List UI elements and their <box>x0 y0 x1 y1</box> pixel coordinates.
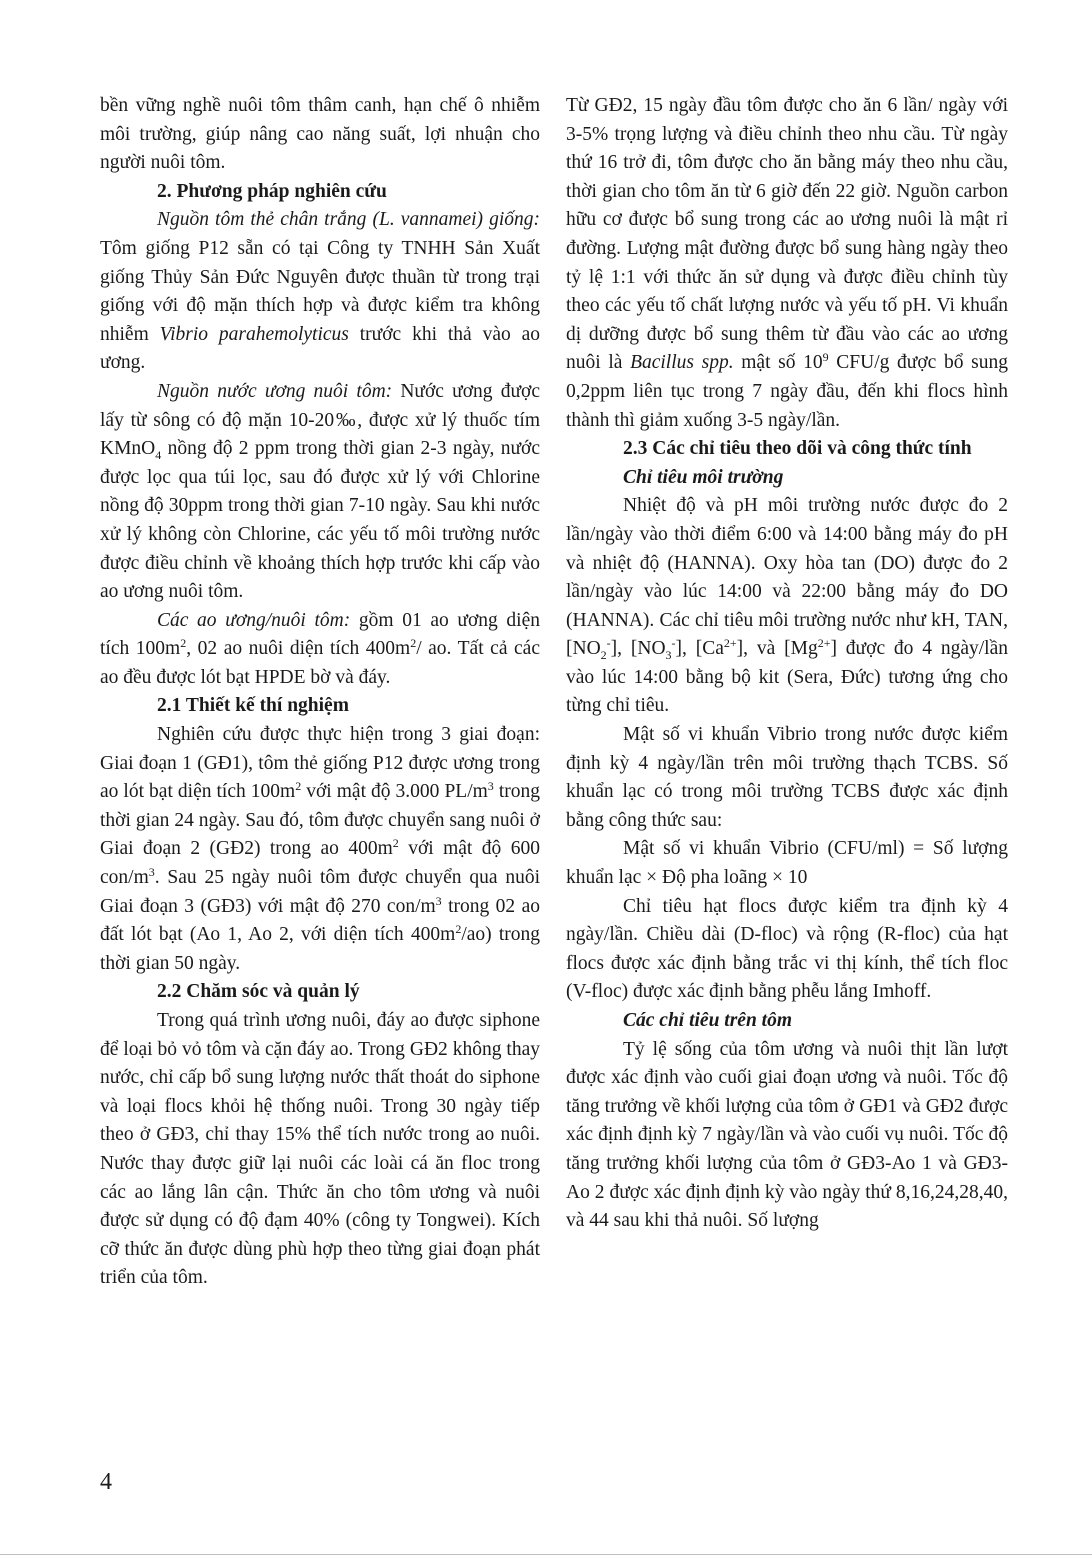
right-column <box>566 92 1008 1236</box>
feeding-text-c: CFU/g được bổ sung 0,2ppm liên tục trong 7 ngày đầu, đến khi flocs hình thành thì giảm xuống 3-5 ngày/lần. <box>566 352 1008 431</box>
env-text-a: Nhiệt độ và pH môi trường nước được đo 2 lần/ngày vào thời điểm 6:00 và 14:00 bằng máy đo pH và nhiệt độ (HANNA). Oxy hòa tan (DO) được đo 2 lần/ngày vào lúc 14:00 và 22:00 bằng máy đo DO (HANNA). Các chỉ tiêu môi trường nước như kH, TAN, [NO <box>566 495 1008 660</box>
superscript-minus: - <box>606 636 611 651</box>
env-text-c: ], [Ca <box>675 638 724 660</box>
superscript-2: 2 <box>392 836 399 851</box>
section-heading-indicators: 2.3 Các chỉ tiêu theo dõi và công thức tính <box>623 438 972 460</box>
vibrio-paragraph: Mật số vi khuẩn Vibrio trong nước được kiểm định kỳ 4 ngày/lần trên môi trường thạch TCBS. Số khuẩn lạc có trong môi trường TCBS được xác định bằng công thức sau: <box>566 724 1008 831</box>
design-paragraph <box>100 721 540 978</box>
vibrio-species: Vibrio parahemolyticus <box>159 323 349 345</box>
floc-paragraph: Chỉ tiêu hạt flocs được kiểm tra định kỳ 4 ngày/lần. Chiều dài (D-floc) và rộng (R-floc) của hạt flocs được xác định bằng trắc vi thị kính, thể tích floc (V-floc) được xác định bằng phễu lắng Imhoff. <box>566 895 1008 1003</box>
design-text-b: với mật độ 3.000 PL/m <box>301 781 488 803</box>
superscript-3: 3 <box>487 779 494 794</box>
seed-label: Nguồn tôm thẻ chân trắng ( <box>157 209 379 231</box>
bottom-rule <box>0 1554 1092 1555</box>
superscript-2: 2 <box>455 922 462 937</box>
water-label: Nguồn nước ương nuôi tôm: <box>157 380 393 402</box>
feeding-text-a: Từ GĐ2, 15 ngày đầu tôm được cho ăn 6 lần/ ngày với 3-5% trọng lượng và điều chỉnh theo nhu cầu. Từ ngày thứ 16 trở đi, tôm được cho ăn bằng máy theo nhu cầu, thời gian cho tôm ăn từ 6 giờ đến 22 giờ. Nguồn carbon hữu cơ được bổ sung trong các ao ương nuôi là mật rỉ đường. Lượng mật đường được bổ sung hàng ngày theo tỷ lệ 1:1 với thức ăn sử dụng và được điều chỉnh tùy theo các yếu tố chất lượng nước và yếu tố pH. Vi khuẩn dị dưỡng được bổ sung thêm từ đầu vào các ao ương nuôi là <box>566 95 1008 374</box>
env-text-d: ], và [Mg <box>736 638 818 660</box>
design-text-c: trong thời gian 24 ngày. Sau đó, tôm được chuyển sang nuôi ở Giai đoạn 2 (GĐ2) trong ao 400m <box>100 781 540 860</box>
superscript-2: 2 <box>295 779 302 794</box>
superscript-9: 9 <box>822 350 829 365</box>
ponds-text-b: , 02 ao nuôi diện tích 400m <box>186 638 411 660</box>
section-heading-care: 2.2 Chăm sóc và quản lý <box>157 981 360 1003</box>
design-text-d: với mật độ 600 con/m <box>100 838 540 889</box>
ponds-label: Các ao ương/nuôi tôm: <box>157 609 351 631</box>
care-paragraph: Trong quá trình ương nuôi, đáy ao được siphone để loại bỏ vỏ tôm và cặn đáy ao. Trong GĐ2 không thay nước, chỉ cấp bổ sung lượng nước thất thoát do siphone và loại flocs khỏi hệ thống nuôi. Trong 30 ngày tiếp theo ở GĐ3, chỉ thay 15% thể tích nước trong ao nuôi. Nước thay được giữ lại nuôi các loài cá ăn floc trong các ao lắng lân cận. Thức ăn cho tôm ương và nuôi được sử dụng có độ đạm 40% (công ty Tongwei). Kích cỡ thức ăn được dùng phù hợp theo từng giai đoạn phát triển của tôm. <box>100 1010 540 1289</box>
subscript-3: 3 <box>665 648 672 663</box>
shrimp-paragraph: Tỷ lệ sống của tôm ương và nuôi thịt lần lượt được xác định vào cuối giai đoạn ương và nuôi. Tốc độ tăng trưởng về khối lượng của tôm ở GĐ1 và GĐ2 được xác định định kỳ 7 ngày/lần và vào cuối vụ nuôi. Tốc độ tăng trưởng khối lượng của tôm ở GĐ3-Ao 1 và GĐ3-Ao 2 được xác định định kỳ vào ngày thứ 8,16,24,28,40, và 44 sau khi thả nuôi. Số lượng <box>566 1038 1008 1232</box>
superscript-2-plus: 2+ <box>817 636 831 651</box>
feeding-text-b: mật số 10 <box>733 352 823 374</box>
superscript-3: 3 <box>435 893 442 908</box>
env-text-b: ], [NO <box>610 638 666 660</box>
page-number: 4 <box>100 1469 112 1495</box>
bacillus-name: Bacillus spp. <box>630 352 734 374</box>
design-text-e: . Sau 25 ngày nuôi tôm được chuyển qua nuôi Giai đoạn 3 (GĐ3) với mật độ 270 con/m <box>100 867 540 917</box>
superscript-3: 3 <box>148 865 155 880</box>
superscript-2-plus: 2+ <box>723 636 737 651</box>
superscript-2: 2 <box>180 636 187 651</box>
water-source-paragraph <box>100 378 540 607</box>
environment-paragraph <box>566 492 1008 721</box>
ponds-text-a: gồm 01 ao ương diện tích 100m <box>100 609 540 660</box>
subscript-2: 2 <box>600 648 607 663</box>
design-text-a: Nghiên cứu được thực hiện trong 3 giai đoạn: Giai đoạn 1 (GĐ1), tôm thẻ giống P12 được ương trong ao lót bạt diện tích 100m <box>100 724 540 803</box>
subheading-shrimp: Các chỉ tiêu trên tôm <box>623 1010 793 1031</box>
subscript-4: 4 <box>155 448 162 463</box>
design-text-g: /ao) trong thời gian 50 ngày. <box>100 924 540 974</box>
water-text-a: Nước ương được lấy từ sông có độ mặn 10-20‰, được xử lý thuốc tím KMnO <box>100 380 540 460</box>
seed-source-paragraph <box>100 206 540 378</box>
seed-text-end: trước khi thả vào ao ương. <box>100 323 540 374</box>
feeding-paragraph <box>566 92 1008 435</box>
section-heading-methods: 2. Phương pháp nghiên cứu <box>157 180 387 202</box>
ponds-paragraph <box>100 607 540 693</box>
subheading-environment: Chỉ tiêu môi trường <box>623 466 784 488</box>
env-text-e: ] được đo 4 ngày/lần vào lúc 14:00 bằng bộ kit (Sera, Đức) tương ứng cho từng chỉ tiêu. <box>566 638 1008 717</box>
water-text-b: nồng độ 2 ppm trong thời gian 2-3 ngày, nước được lọc qua túi lọc, sau đó được xử lý với Chlorine nồng độ 30ppm trong thời gian 7-10 ngày. Sau khi nước xử lý không còn Chlorine, các yếu tố môi trường nước được điều chỉnh về khoảng thích hợp trước khi cấp vào ao ương nuôi tôm. <box>100 438 540 603</box>
intro-paragraph-end: bền vững nghề nuôi tôm thâm canh, hạn chế ô nhiễm môi trường, giúp nâng cao năng suất, lợi nhuận cho người nuôi tôm. <box>100 95 540 174</box>
design-text-f: trong 02 ao đất lót bạt (Ao 1, Ao 2, với diện tích 400m <box>100 895 540 946</box>
vibrio-formula: Mật số vi khuẩn Vibrio (CFU/ml) = Số lượng khuẩn lạc × Độ pha loãng × 10 <box>566 838 1008 889</box>
seed-label-end: ) giống: <box>476 209 540 231</box>
ponds-text-c: / ao. Tất cả các ao đều được lót bạt HPDE bờ và đáy. <box>100 638 540 688</box>
section-heading-design: 2.1 Thiết kế thí nghiệm <box>157 695 349 717</box>
seed-scientific-name: L. vannamei <box>378 209 477 231</box>
left-column <box>100 92 540 1293</box>
superscript-minus: - <box>671 636 676 651</box>
seed-text: Tôm giống P12 sẵn có tại Công ty TNHH Sản Xuất giống Thủy Sản Đức Nguyên được thuần từ trong trại giống với độ mặn thích hợp và được kiểm tra không nhiễm <box>100 237 540 345</box>
superscript-2: 2 <box>410 636 417 651</box>
